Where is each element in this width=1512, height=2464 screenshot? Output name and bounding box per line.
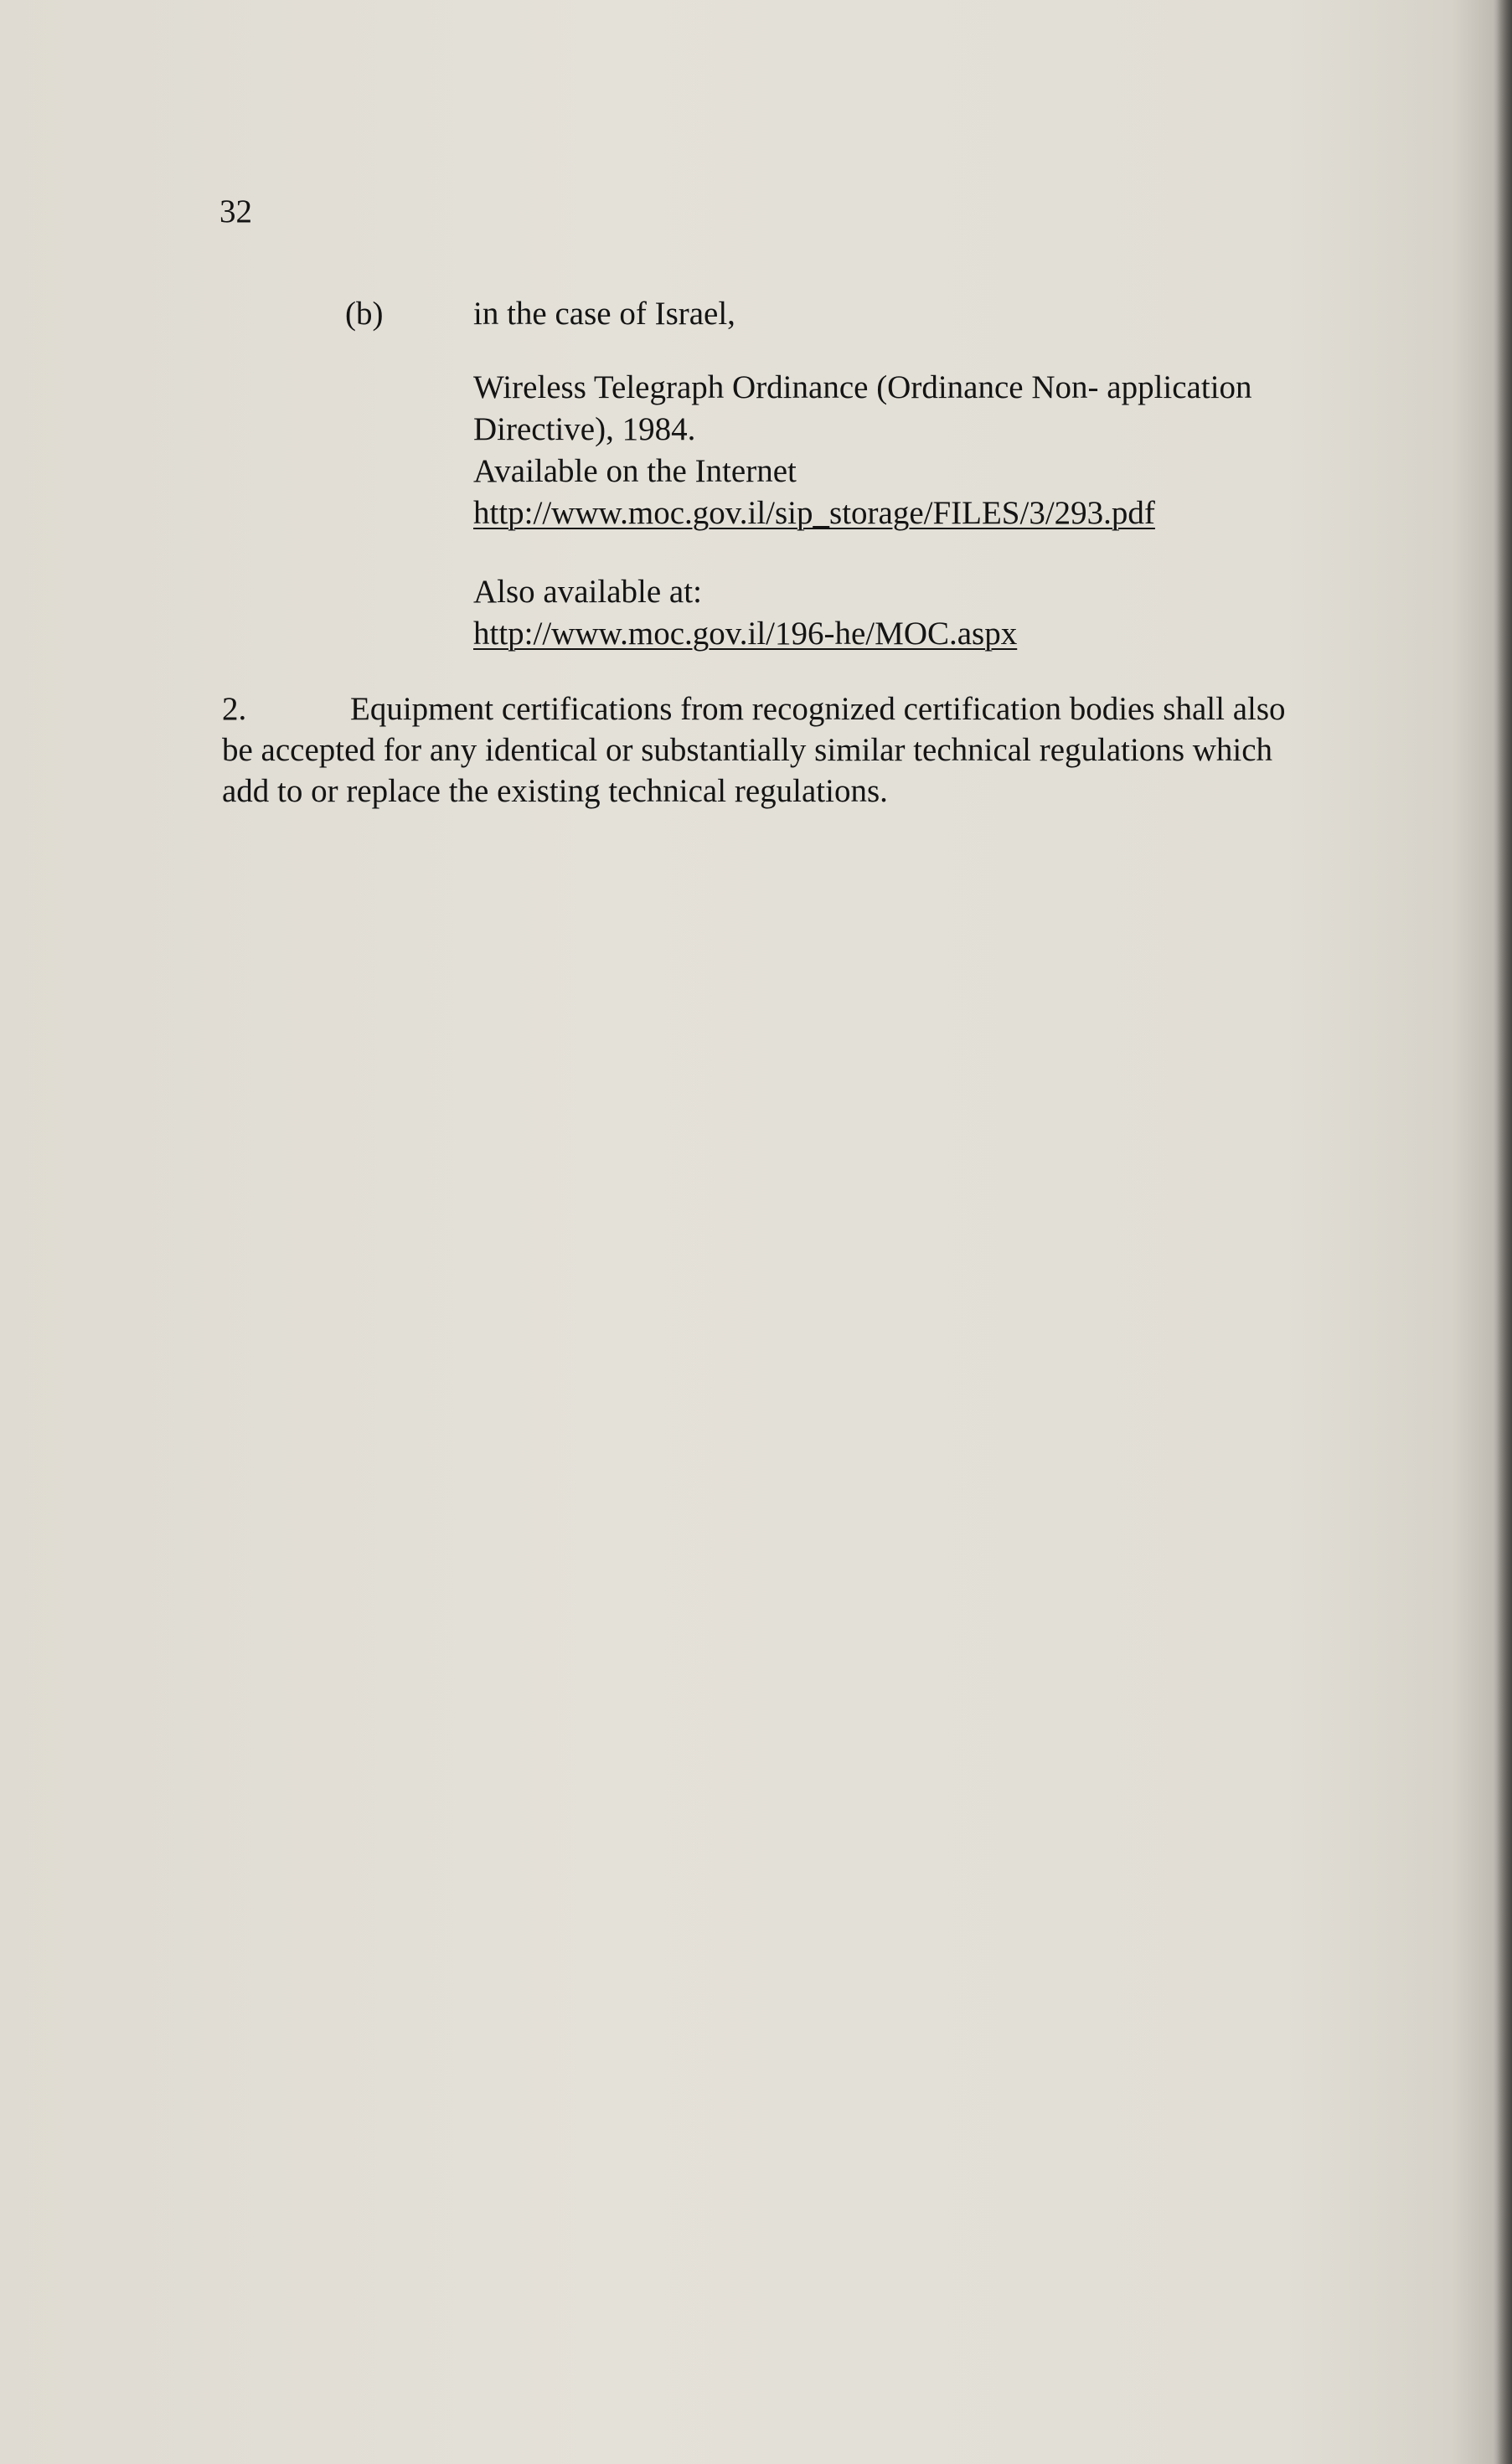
ordinance-citation	[473, 367, 1361, 534]
page-number: 32	[219, 193, 252, 229]
item-b-label: (b)	[345, 296, 384, 332]
moc-aspx-link[interactable]: http://www.moc.gov.il/196-he/MOC.aspx	[473, 616, 1018, 652]
paragraph-2-line-1: Equipment certifications from recognized certification bodies shall also	[350, 691, 1286, 727]
item-b-lead-text: in the case of Israel,	[473, 296, 735, 332]
paragraph-2-line-2: be accepted for any identical or substantially similar technical regulations which	[222, 732, 1273, 768]
ordinance-line-1: Wireless Telegraph Ordinance (Ordinance Non- application	[473, 369, 1252, 405]
paragraph-2	[222, 688, 1370, 812]
paragraph-2-line-3: add to or replace the existing technical regulations.	[222, 773, 888, 809]
moc-pdf-link[interactable]: http://www.moc.gov.il/sip_storage/FILES/3/293.pdf	[473, 495, 1155, 531]
paragraph-2-number: 2.	[222, 691, 247, 727]
available-label: Available on the Internet	[473, 453, 797, 489]
page-edge-shadow	[1494, 0, 1512, 2464]
alternate-source	[473, 571, 1361, 655]
also-available-label: Also available at:	[473, 574, 702, 610]
ordinance-line-2: Directive), 1984.	[473, 411, 696, 447]
